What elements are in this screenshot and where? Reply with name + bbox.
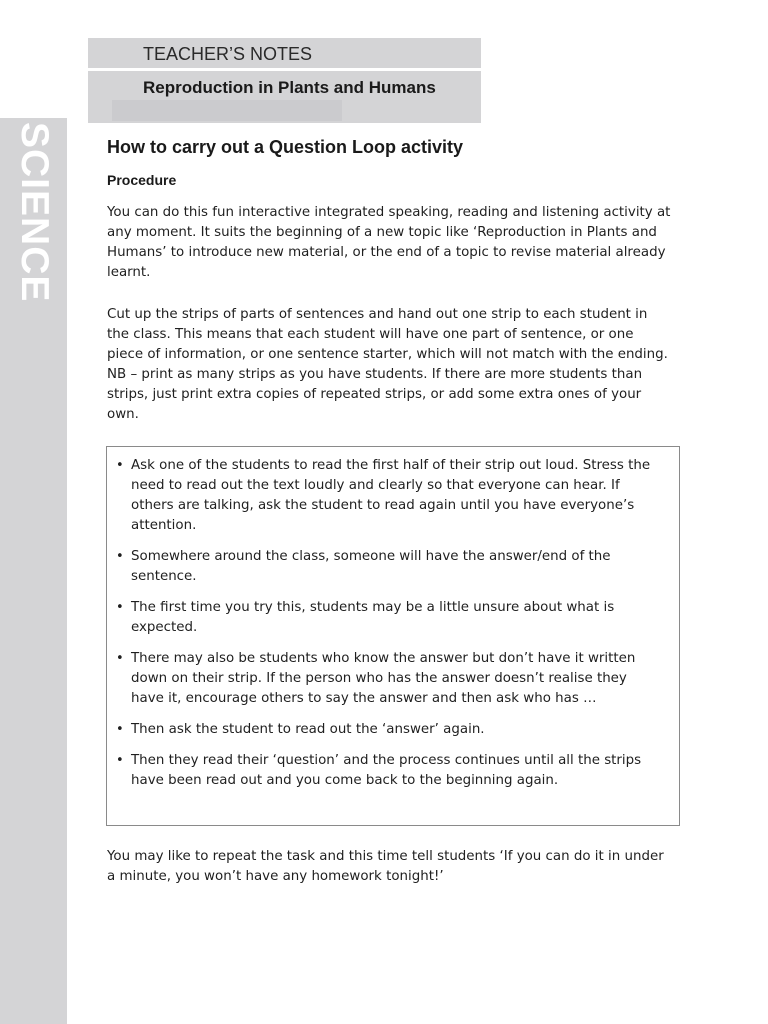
step-text: Ask one of the students to read the first half of their strip out loud. Stress the need to read out the text loudly and clearly so that everyone can hear. If others are talking, ask the student to read again until you have everyone’s attention. — [131, 458, 651, 533]
header-divider — [88, 68, 481, 71]
step-text: Somewhere around the class, someone will have the answer/end of the sentence. — [131, 549, 611, 584]
step-item — [113, 751, 661, 791]
step-item — [113, 649, 661, 709]
header-title: Reproduction in Plants and Humans — [143, 78, 436, 97]
procedure-heading: Procedure — [107, 172, 177, 188]
step-text: Then they read their ‘question’ and the process continues until all the strips have been read out and you come back to the beginning again. — [131, 753, 642, 788]
step-text: Then ask the student to read out the ‘answer’ again. — [131, 722, 485, 737]
step-item — [113, 720, 661, 740]
step-item — [113, 598, 661, 638]
section-title: How to carry out a Question Loop activity — [107, 137, 464, 157]
step-item — [113, 456, 661, 536]
bullet-icon: • — [116, 651, 124, 666]
instructions-paragraph: Cut up the strips of parts of sentences and hand out one strip to each student in the class. This means that each student will have one part of sentence, or one piece of information, or one sentence starter, which will not match with the ending. NB – print as many strips as you have students. If there are more students than strips, just print extra copies of repeated strips, or add some extra ones of your own. — [107, 307, 668, 422]
bullet-icon: • — [116, 722, 124, 737]
closing-paragraph: You may like to repeat the task and this time tell students ‘If you can do it in under a minute, you won’t have any homework tonight!’ — [107, 849, 664, 884]
steps-list — [113, 456, 661, 802]
step-text: There may also be students who know the answer but don’t have it written down on their strip. If the person who has the answer doesn’t realise they have it, encourage others to say the answer and then ask who has … — [131, 651, 636, 706]
bullet-icon: • — [116, 600, 124, 615]
intro-paragraph: You can do this fun interactive integrated speaking, reading and listening activity at any moment. It suits the beginning of a new topic like ‘Reproduction in Plants and Humans’ to introduce new material, or the end of a topic to revise material already learnt. — [107, 205, 671, 280]
bullet-icon: • — [116, 549, 124, 564]
header-notes-label: TEACHER’S NOTES — [143, 44, 313, 64]
header-shade-block — [112, 100, 342, 121]
step-item — [113, 547, 661, 587]
bullet-icon: • — [116, 753, 124, 768]
step-text: The first time you try this, students may be a little unsure about what is expected. — [131, 600, 615, 635]
sidebar-subject-label: SCIENCE — [13, 122, 56, 303]
bullet-icon: • — [116, 458, 124, 473]
